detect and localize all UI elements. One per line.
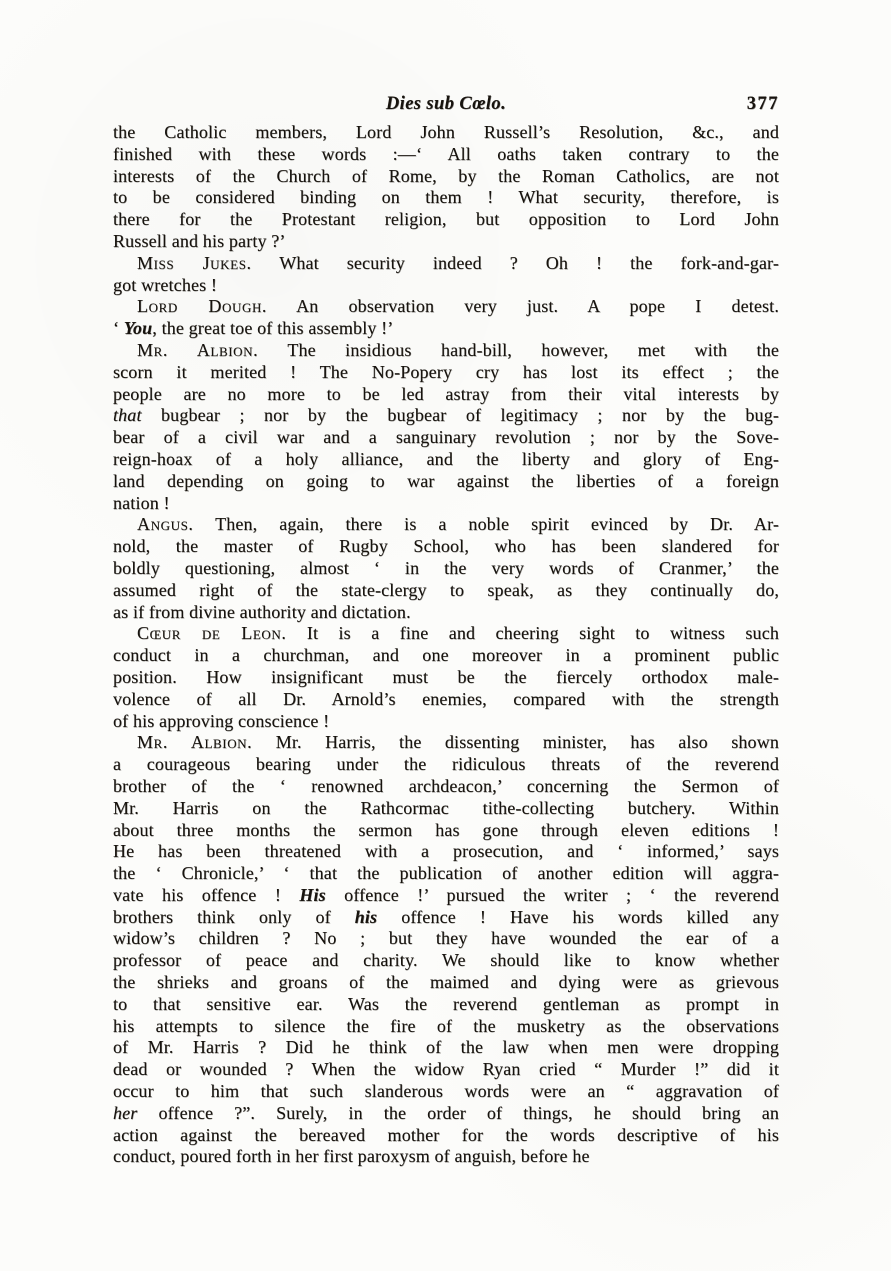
speaker-name: Cœur de Leon. — [137, 623, 287, 644]
text-line — [113, 253, 779, 275]
text-line — [113, 645, 779, 667]
running-title: Dies sub Cœlo. — [385, 94, 507, 114]
text-line — [113, 667, 779, 689]
text-line — [113, 1125, 779, 1147]
text-segment: nold, the master of Rugby School, who has been slandered for — [113, 536, 779, 557]
emphasized-text: his — [354, 906, 378, 927]
text-segment: Russell and his party ?’ — [113, 230, 286, 251]
text-segment: a courageous bearing under the ridiculous threats of the reverend — [113, 754, 779, 775]
text-segment: Mr. Harris, the dissenting minister, has also shown — [252, 732, 780, 753]
text-line — [113, 514, 779, 536]
text-segment: offence ! Have his words killed any — [377, 906, 779, 927]
text-segment: bugbear ; nor by the bugbear of legitimacy ; nor by the bug- — [141, 405, 779, 426]
text-segment: , the great toe of this assembly !’ — [152, 318, 394, 339]
paragraph — [113, 122, 779, 253]
text-line — [113, 1081, 779, 1103]
paragraph — [113, 623, 779, 732]
text-segment: offence ?”. Surely, in the order of things, he should bring an — [137, 1102, 779, 1123]
italic-text: her — [113, 1102, 138, 1123]
emphasized-text: You — [123, 318, 153, 339]
speaker-name: Angus. — [137, 514, 194, 535]
text-line — [113, 471, 779, 493]
text-segment: offence !’ pursued the writer ; ‘ the reverend — [325, 884, 780, 905]
page-number: 377 — [746, 94, 779, 114]
text-line — [113, 820, 779, 842]
speaker-name: Mr. Albion. — [137, 732, 253, 753]
text-segment: dead or wounded ? When the widow Ryan cried “ Murder !” did it — [113, 1059, 779, 1080]
text-segment: It is a fine and cheering sight to witness such — [286, 623, 779, 644]
text-segment: nation ! — [113, 492, 170, 513]
text-line — [113, 1059, 779, 1081]
text-segment: interests of the Church of Rome, by the Roman Catholics, are not — [113, 165, 779, 186]
paragraph — [113, 253, 779, 297]
text-line — [113, 950, 779, 972]
text-line — [113, 1016, 779, 1038]
text-segment: the shrieks and groans of the maimed and dying were as grievous — [113, 972, 779, 993]
text-line — [113, 362, 779, 384]
text-block — [113, 122, 779, 1168]
text-segment: the ‘ Chronicle,’ ‘ that the publication of another edition will aggra- — [113, 863, 779, 884]
text-line — [113, 405, 779, 427]
speaker-name: Miss Jukes. — [137, 252, 252, 273]
text-line — [113, 863, 779, 885]
text-segment: professor of peace and charity. We should like to know whether — [113, 950, 779, 971]
italic-text: that — [113, 405, 142, 426]
text-line — [113, 340, 779, 362]
text-segment: of his approving conscience ! — [113, 710, 330, 731]
text-line — [113, 580, 779, 602]
text-line — [113, 1037, 779, 1059]
text-line — [113, 122, 779, 144]
text-line — [113, 776, 779, 798]
paragraph — [113, 514, 779, 623]
text-line — [113, 318, 779, 340]
text-segment: position. How insignificant must be the fiercely orthodox male- — [113, 666, 779, 687]
text-segment: about three months the sermon has gone through eleven editions ! — [113, 819, 779, 840]
text-segment: his attempts to silence the fire of the musketry as the observations — [113, 1015, 779, 1036]
text-segment: got wretches ! — [113, 274, 218, 295]
page-header — [113, 93, 779, 117]
text-line — [113, 1146, 779, 1168]
text-segment: finished with these words :—‘ All oaths taken contrary to the — [113, 143, 779, 164]
text-segment: scorn it merited ! The No-Popery cry has lost its effect ; the — [113, 361, 779, 382]
text-line — [113, 296, 779, 318]
text-line — [113, 732, 779, 754]
emphasized-text: His — [299, 884, 326, 905]
text-segment: the Catholic members, Lord John Russell’s Resolution, &c., and — [113, 122, 779, 142]
text-segment: reign-hoax of a holy alliance, and the liberty and glory of Eng- — [113, 448, 779, 469]
text-segment: Mr. Harris on the Rathcormac tithe-collecting butchery. Within — [113, 797, 779, 818]
text-segment: volence of all Dr. Arnold’s enemies, compared with the strength — [113, 688, 779, 709]
text-segment: to that sensitive ear. Was the reverend gentleman as prompt in — [113, 993, 779, 1014]
text-segment: bear of a civil war and a sanguinary revolution ; nor by the Sove- — [113, 427, 779, 448]
text-segment: boldly questioning, almost ‘ in the very words of Cranmer,’ the — [113, 557, 779, 578]
text-segment: conduct in a churchman, and one moreover in a prominent public — [113, 645, 779, 666]
text-line — [113, 493, 779, 515]
paragraph — [113, 732, 779, 1168]
text-line — [113, 798, 779, 820]
text-segment: of Mr. Harris ? Did he think of the law when men were dropping — [113, 1037, 779, 1058]
text-segment: The insidious hand-bill, however, met with the — [258, 339, 779, 360]
text-segment: brother of the ‘ renowned archdeacon,’ concerning the Sermon of — [113, 775, 779, 796]
text-line — [113, 711, 779, 733]
text-line — [113, 427, 779, 449]
text-line — [113, 689, 779, 711]
text-segment: as if from divine authority and dictation. — [113, 601, 411, 622]
text-segment: people are no more to be led astray from their vital interests by — [113, 383, 779, 404]
text-segment: He has been threatened with a prosecution, and ‘ informed,’ says — [113, 841, 779, 862]
text-line — [113, 1103, 779, 1125]
text-segment: there for the Protestant religion, but opposition to Lord John — [113, 209, 779, 230]
text-segment: Then, again, there is a noble spirit evinced by Dr. Ar- — [193, 514, 779, 535]
text-line — [113, 972, 779, 994]
text-segment: vate his offence ! — [113, 884, 300, 905]
text-line — [113, 754, 779, 776]
text-segment: An observation very just. A pope I detest. — [267, 296, 779, 317]
text-line — [113, 928, 779, 950]
text-line — [113, 623, 779, 645]
text-segment: to be considered binding on them ! What security, therefore, is — [113, 187, 779, 208]
text-segment: brothers think only of — [113, 906, 355, 927]
paragraph — [113, 296, 779, 340]
text-line — [113, 209, 779, 231]
text-segment: ‘ — [113, 318, 124, 339]
speaker-name: Mr. Albion. — [137, 339, 259, 360]
text-line — [113, 994, 779, 1016]
text-segment: What security indeed ? Oh ! the fork-and-gar- — [251, 252, 779, 273]
text-line — [113, 449, 779, 471]
paragraph — [113, 340, 779, 514]
text-line — [113, 841, 779, 863]
text-segment: conduct, poured forth in her first paroxysm of anguish, before he — [113, 1146, 590, 1167]
text-segment: assumed right of the state-clergy to speak, as they continually do, — [113, 579, 779, 600]
text-line — [113, 384, 779, 406]
text-segment: action against the bereaved mother for the words descriptive of his — [113, 1124, 779, 1145]
text-line — [113, 144, 779, 166]
text-line — [113, 885, 779, 907]
text-line — [113, 187, 779, 209]
text-line — [113, 166, 779, 188]
text-segment: widow’s children ? No ; but they have wounded the ear of a — [113, 928, 779, 949]
text-line — [113, 275, 779, 297]
text-line — [113, 907, 779, 929]
text-line — [113, 602, 779, 624]
text-line — [113, 558, 779, 580]
text-segment: land depending on going to war against the liberties of a foreign — [113, 470, 779, 491]
speaker-name: Lord Dough. — [137, 296, 268, 317]
text-line — [113, 231, 779, 253]
text-line — [113, 536, 779, 558]
text-segment: occur to him that such slanderous words were an “ aggravation of — [113, 1081, 779, 1102]
